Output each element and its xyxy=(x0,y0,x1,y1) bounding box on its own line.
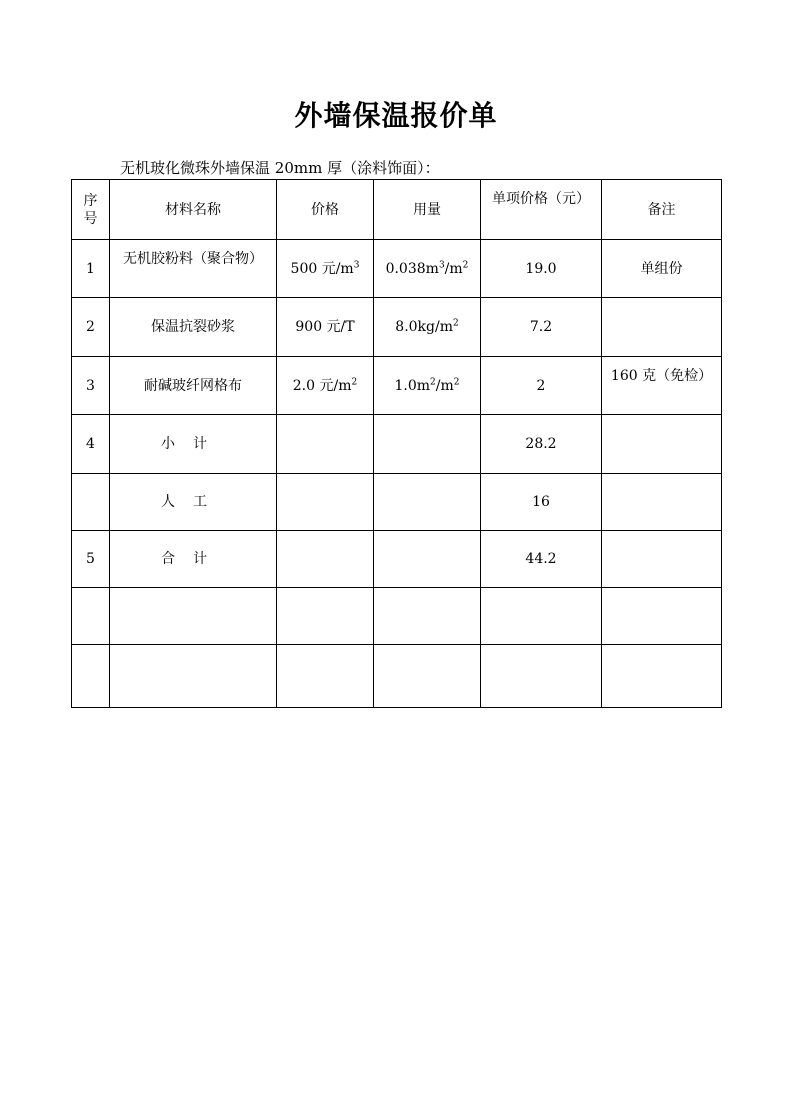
header-serial-line2: 号 xyxy=(83,210,98,227)
cell-empty xyxy=(110,588,277,645)
cell-usage xyxy=(374,357,481,415)
quote-table xyxy=(71,179,722,708)
price-exponent: 3 xyxy=(353,259,360,270)
cell-unit-price: 2 xyxy=(481,357,602,415)
table-row xyxy=(72,298,722,357)
cell-unit-price: 44.2 xyxy=(481,531,602,588)
cell-no xyxy=(72,474,110,531)
cell-price xyxy=(277,240,374,298)
table-row-empty xyxy=(72,588,722,645)
header-unit-price: 单项价格（元） xyxy=(481,180,602,240)
cell-material: 合计 xyxy=(110,531,277,588)
cell-remark: 160 克（免检） xyxy=(602,357,722,415)
cell-price xyxy=(277,415,374,474)
cell-material: 保温抗裂砂浆 xyxy=(110,298,277,357)
cell-unit-price: 16 xyxy=(481,474,602,531)
cell-no: 3 xyxy=(72,357,110,415)
cell-usage xyxy=(374,298,481,357)
cell-material: 小计 xyxy=(110,415,277,474)
header-price: 价格 xyxy=(277,180,374,240)
price-text: 500 元/m xyxy=(290,260,354,277)
table-row xyxy=(72,357,722,415)
header-material-name: 材料名称 xyxy=(110,180,277,240)
usage-text-mid: /m xyxy=(435,377,454,394)
cell-remark xyxy=(602,415,722,474)
cell-usage xyxy=(374,531,481,588)
usage-text: 8.0kg/m xyxy=(395,319,453,335)
cell-remark xyxy=(602,474,722,531)
price-exponent: 2 xyxy=(351,376,358,387)
usage-exponent: 3 xyxy=(438,259,445,270)
cell-remark xyxy=(602,531,722,588)
cell-price xyxy=(277,357,374,415)
table-row xyxy=(72,415,722,474)
quote-subtitle: 无机玻化微珠外墙保温 20mm 厚（涂料饰面）： xyxy=(120,159,440,177)
cell-empty xyxy=(277,645,374,708)
cell-material: 无机胶粉料（聚合物） xyxy=(110,240,277,298)
usage-exponent-2: 2 xyxy=(453,376,460,387)
cell-no: 2 xyxy=(72,298,110,357)
cell-usage xyxy=(374,240,481,298)
cell-no: 1 xyxy=(72,240,110,298)
cell-empty xyxy=(277,588,374,645)
header-remark: 备注 xyxy=(602,180,722,240)
usage-exponent: 2 xyxy=(430,376,436,387)
cell-no: 5 xyxy=(72,531,110,588)
cell-usage xyxy=(374,415,481,474)
usage-text-mid: /m xyxy=(444,260,463,277)
cell-empty xyxy=(72,588,110,645)
cell-no: 4 xyxy=(72,415,110,474)
cell-empty xyxy=(72,645,110,708)
table-header-row xyxy=(72,180,722,240)
cell-material: 人工 xyxy=(110,474,277,531)
header-usage: 用量 xyxy=(374,180,481,240)
cell-unit-price: 28.2 xyxy=(481,415,602,474)
cell-remark: 单组份 xyxy=(602,240,722,298)
usage-exponent: 2 xyxy=(452,318,459,329)
usage-text: 0.038m xyxy=(385,260,439,277)
header-serial-line1: 序 xyxy=(83,192,98,209)
cell-material: 耐碱玻纤网格布 xyxy=(110,357,277,415)
cell-remark xyxy=(602,298,722,357)
price-text: 2.0 元/m xyxy=(292,377,352,394)
page-title: 外墙保温报价单 xyxy=(294,99,498,132)
table-row xyxy=(72,240,722,298)
cell-empty xyxy=(602,645,722,708)
usage-exponent-2: 2 xyxy=(462,259,469,270)
cell-unit-price: 7.2 xyxy=(481,298,602,357)
cell-price xyxy=(277,531,374,588)
table-row xyxy=(72,474,722,531)
header-serial-number xyxy=(72,180,110,240)
cell-empty xyxy=(110,645,277,708)
cell-empty xyxy=(602,588,722,645)
cell-empty xyxy=(481,588,602,645)
usage-text: 1.0m xyxy=(394,377,431,394)
table-row xyxy=(72,531,722,588)
table-row-empty xyxy=(72,645,722,708)
cell-unit-price: 19.0 xyxy=(481,240,602,298)
cell-price xyxy=(277,474,374,531)
cell-empty xyxy=(481,645,602,708)
cell-usage xyxy=(374,474,481,531)
cell-empty xyxy=(374,645,481,708)
cell-price: 900 元/T xyxy=(277,298,374,357)
cell-empty xyxy=(374,588,481,645)
